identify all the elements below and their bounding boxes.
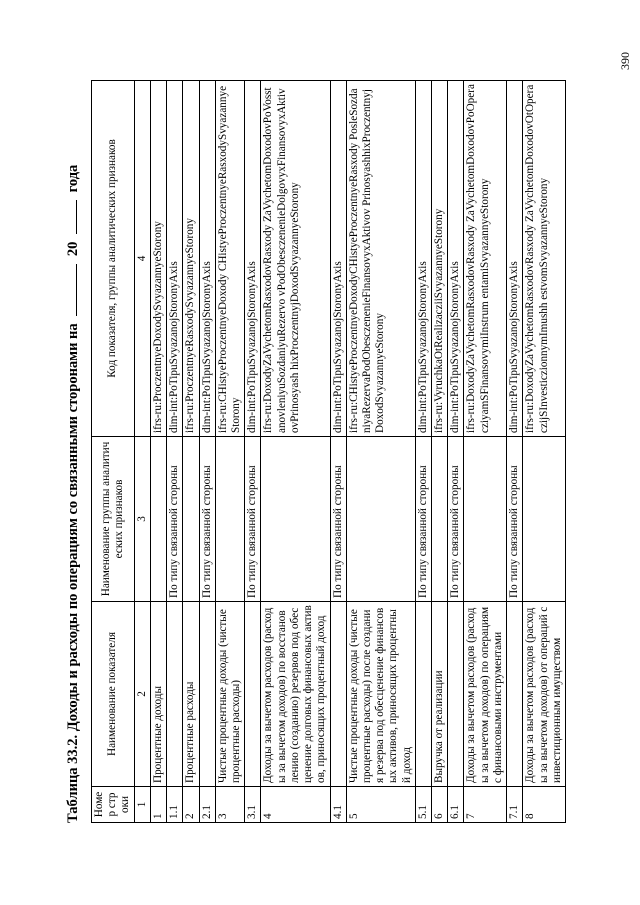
group-name: По типу связанной стороны (448, 437, 464, 602)
table-row (448, 81, 464, 823)
indicator-name (167, 602, 183, 787)
row-number: 4 (261, 787, 330, 823)
table-row (346, 81, 415, 823)
table-row (507, 81, 523, 823)
column-number: 4 (134, 81, 150, 437)
header-code: Код показателя, группы аналитических признаков (92, 81, 135, 437)
group-name: По типу связанной стороны (167, 437, 183, 602)
table-row (215, 81, 244, 823)
group-name: По типу связанной стороны (415, 437, 431, 602)
indicator-name: Доходы за вычетом расходов (расходы за вычетом доходов) от операций с инвестиционным имуществом (523, 602, 566, 787)
table-row (150, 81, 166, 823)
indicator-code: dim-int:PoTipuSvyazanojStoronyAxis (167, 81, 183, 437)
indicator-name (245, 602, 261, 787)
indicator-name (415, 602, 431, 787)
indicator-name: Процентные доходы (150, 602, 166, 787)
table-caption (64, 83, 82, 823)
table-row (330, 81, 346, 823)
row-number: 5.1 (415, 787, 431, 823)
caption-year-prefix: 20 (65, 241, 81, 257)
group-name (346, 437, 415, 602)
column-number: 2 (134, 602, 150, 787)
table-row (167, 81, 183, 823)
group-name: По типу связанной стороны (199, 437, 215, 602)
group-name (183, 437, 199, 602)
data-table (91, 80, 566, 823)
row-number: 1 (150, 787, 166, 823)
indicator-name (507, 602, 523, 787)
indicator-code: dim-int:PoTipuSvyazanojStoronyAxis (330, 81, 346, 437)
indicator-name: Доходы за вычетом расходов (расходы за вычетом доходов) по операциям с финансовыми инструментами (464, 602, 507, 787)
indicator-code: ifrs-ru:ProczentnyeDoxodySvyazannyeStorony (150, 81, 166, 437)
indicator-code: dim-int:PoTipuSvyazanojStoronyAxis (415, 81, 431, 437)
indicator-name (330, 602, 346, 787)
table-row (261, 81, 330, 823)
table-row (523, 81, 566, 823)
group-name (261, 437, 330, 602)
caption-suffix: года (65, 164, 81, 193)
indicator-code: ifrs-ru:VyruchkaOtRealizacziiSvyazannyeStorony (432, 81, 448, 437)
group-name: По типу связанной стороны (330, 437, 346, 602)
indicator-name: Выручка от реализации (432, 602, 448, 787)
row-number: 6 (432, 787, 448, 823)
table-row (199, 81, 215, 823)
year-blank (64, 200, 77, 234)
row-number: 7 (464, 787, 507, 823)
table-column-numbers-row (134, 81, 150, 823)
table-row (245, 81, 261, 823)
table-row (432, 81, 448, 823)
indicator-name: Чистые процентные доходы (чистые процентные расходы) после создания резерва под обесценение финансовых активов, приносящих процентный доход (346, 602, 415, 787)
header-line-number: Номер строки (92, 787, 135, 823)
row-number: 2.1 (199, 787, 215, 823)
page-number: 390 (618, 52, 632, 70)
group-name (150, 437, 166, 602)
row-number: 2 (183, 787, 199, 823)
date-blank (64, 264, 77, 316)
header-group-name: Наименование группы аналитических признаков (92, 437, 135, 602)
indicator-name (199, 602, 215, 787)
table-row (183, 81, 199, 823)
row-number: 8 (523, 787, 566, 823)
indicator-code: dim-int:PoTipuSvyazanojStoronyAxis (507, 81, 523, 437)
group-name (215, 437, 244, 602)
row-number: 7.1 (507, 787, 523, 823)
row-number: 3.1 (245, 787, 261, 823)
indicator-name: Процентные расходы (183, 602, 199, 787)
indicator-name (448, 602, 464, 787)
indicator-code: ifrs-ru:CHistyeProczentnyeDoxody CHistyeProczentnyeRasxodySvyazannyeStorony (215, 81, 244, 437)
indicator-code: dim-int:PoTipuSvyazanojStoronyAxis (448, 81, 464, 437)
row-number: 1.1 (167, 787, 183, 823)
row-number: 6.1 (448, 787, 464, 823)
indicator-code: ifrs-ru:DoxodyZaVychetomRasxodovRasxody ZaVychetomDoxodovPoOperacziyamSFinansovymiInstrum entamiSvyazannyeStorony (464, 81, 507, 437)
indicator-code: ifrs-ru:CHistyeProczentnyeDoxodyCHistyeProczentnyeRasxody PosleSozdaniyaRezervaPodObesczenenieFinansovyxAktivov PrinosyashhixProczentnyjDoxodSvyazannyeStorony (346, 81, 415, 437)
caption-prefix: Таблица 33.2. Доходы и расходы по операциям со связанными сторонами на (65, 323, 81, 823)
row-number: 4.1 (330, 787, 346, 823)
table-row (415, 81, 431, 823)
group-name: По типу связанной стороны (507, 437, 523, 602)
group-name: По типу связанной стороны (245, 437, 261, 602)
table-header-row (92, 81, 135, 823)
row-number: 3 (215, 787, 244, 823)
row-number: 5 (346, 787, 415, 823)
indicator-name: Доходы за вычетом расходов (расходы за вычетом доходов) по восстановлению (созданию) резервов под обесценение долговых финансовых активов, приносящих процентный доход (261, 602, 330, 787)
group-name (464, 437, 507, 602)
table-row (464, 81, 507, 823)
group-name (432, 437, 448, 602)
group-name (523, 437, 566, 602)
indicator-code: dim-int:PoTipuSvyazanojStoronyAxis (199, 81, 215, 437)
column-number: 1 (134, 787, 150, 823)
indicator-code: ifrs-ru:ProczentnyeRasxodySvyazannyeStorony (183, 81, 199, 437)
header-indicator-name: Наименование показателя (92, 602, 135, 787)
indicator-code: ifrs-ru:DoxodyZaVychetomRasxodovRasxody ZaVychetomDoxodovOtOperaczijSInvesticzionnymImushh estvomSvyazannyeStorony (523, 81, 566, 437)
column-number: 3 (134, 437, 150, 602)
indicator-code: ifrs-ru:DoxodyZaVychetomRasxodovRasxody ZaVychetomDoxodovPoVosstanovleniyuSozdaniyuRezervo vPodObesczenenieDolgovyxFinansovyxAktivovPrinosyash hixProczentnyjDoxodSvyazannyeStorony (261, 81, 330, 437)
indicator-code: dim-int:PoTipuSvyazanojStoronyAxis (245, 81, 261, 437)
indicator-name: Чистые процентные доходы (чистые процентные расходы) (215, 602, 244, 787)
